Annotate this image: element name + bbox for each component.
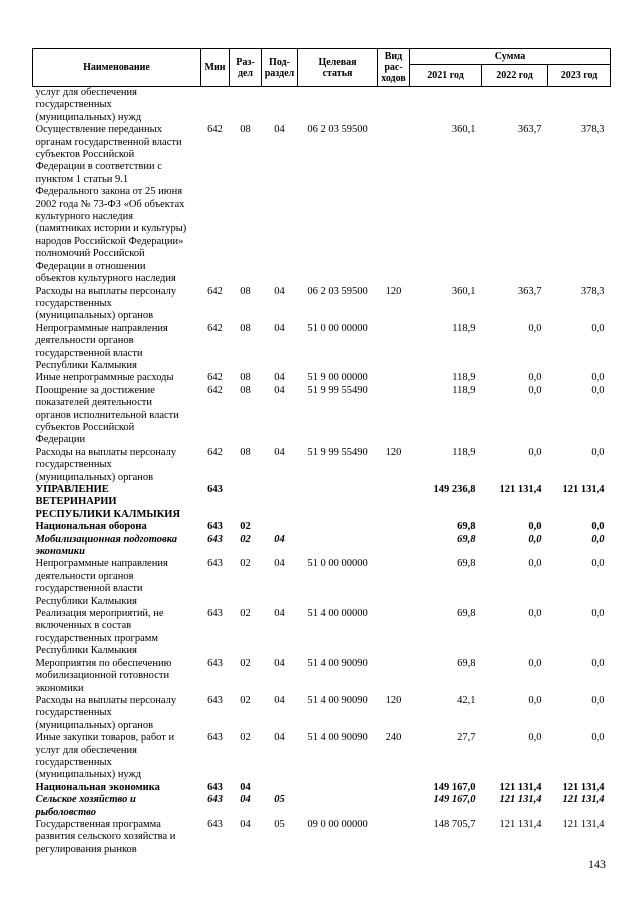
header-section: Раз- дел	[230, 49, 262, 87]
table-row	[33, 372, 611, 384]
row-target-article: 51 4 00 90090	[307, 657, 368, 669]
row-section: 02	[240, 694, 251, 706]
row-target-article: 09 0 00 00000	[307, 818, 368, 830]
row-name: Мероприятия по обеспечению мобилизационной готовности экономики	[35, 657, 172, 694]
page-number: 143	[588, 857, 606, 871]
row-expense-type	[378, 521, 410, 533]
row-ministry: 643	[207, 732, 223, 744]
row-sum-2023: 0,0	[591, 521, 605, 533]
row-sum-2023: 0,0	[591, 657, 605, 669]
row-subsection: 05	[274, 818, 285, 830]
table-row	[33, 521, 611, 533]
row-name: Непрограммные направления деятельности органов государственной власти Республики Калмыкия	[35, 558, 168, 607]
row-name: Расходы на выплаты персоналу государственных (муниципальных) органов	[35, 446, 177, 483]
table-header	[33, 49, 611, 87]
row-expense-type	[378, 323, 410, 373]
table-row	[33, 124, 611, 285]
row-ministry: 643	[207, 794, 223, 806]
row-name: услуг для обеспечения государственных (муниципальных) нужд	[35, 87, 142, 123]
row-target-article	[298, 484, 378, 521]
row-subsection: 04	[274, 694, 285, 706]
row-sum-2022: 0,0	[528, 558, 542, 570]
row-sum-2022: 121 131,4	[499, 818, 542, 830]
header-year-2021: 2021 год	[410, 65, 482, 87]
row-sum-2023: 0,0	[591, 608, 605, 620]
table-row	[33, 732, 611, 782]
row-sum-2023: 378,3	[580, 285, 605, 297]
row-sum-2021: 118,9	[452, 446, 476, 458]
row-subsection: 04	[274, 732, 285, 744]
row-sum-2022: 121 131,4	[499, 794, 542, 806]
table-row	[33, 385, 611, 447]
table-row	[33, 695, 611, 732]
row-ministry	[201, 87, 230, 125]
row-expense-type	[378, 782, 410, 794]
table-row	[33, 819, 611, 856]
row-expense-type: 120	[385, 446, 402, 458]
table-row	[33, 447, 611, 484]
row-section: 04	[240, 794, 251, 806]
row-ministry: 643	[207, 781, 223, 793]
table-row	[33, 608, 611, 658]
row-subsection: 04	[274, 285, 285, 297]
row-section: 02	[240, 521, 251, 533]
row-section: 04	[240, 781, 251, 793]
row-name: Иные закупки товаров, работ и услуг для обеспечения государственных (муниципальных) нужд	[35, 732, 175, 781]
row-ministry: 642	[207, 322, 223, 334]
row-name: Национальная экономика	[35, 781, 160, 793]
row-name: Расходы на выплаты персоналу государственных (муниципальных) органов	[35, 694, 177, 731]
row-sum-2021: 118,9	[452, 384, 476, 396]
row-sum-2021: 149 167,0	[433, 781, 476, 793]
row-sum-2023: 0,0	[591, 558, 605, 570]
row-subsection	[262, 87, 298, 125]
row-subsection	[262, 521, 298, 533]
row-name: Сельское хозяйство и рыболовство	[35, 794, 136, 818]
row-subsection: 04	[274, 372, 285, 384]
row-target-article	[298, 794, 378, 819]
row-ministry: 643	[207, 818, 223, 830]
row-sum-2021: 118,9	[452, 372, 476, 384]
row-ministry: 643	[207, 657, 223, 669]
header-year-2023: 2023 год	[548, 65, 611, 87]
header-subsection: Под- раздел	[262, 49, 298, 87]
header-name: Наименование	[33, 49, 201, 87]
row-target-article: 51 9 99 55490	[307, 446, 368, 458]
row-target-article	[298, 782, 378, 794]
row-sum-2023: 0,0	[591, 694, 605, 706]
row-sum-2022: 0,0	[528, 657, 542, 669]
row-expense-type: 120	[385, 694, 402, 706]
row-section	[230, 484, 262, 521]
row-name: УПРАВЛЕНИЕ ВЕТЕРИНАРИИ РЕСПУБЛИКИ КАЛМЫКИЯ	[35, 484, 181, 520]
row-sum-2021: 42,1	[457, 694, 476, 706]
row-sum-2022: 0,0	[528, 322, 542, 334]
row-subsection: 04	[274, 533, 285, 545]
row-sum-2023: 0,0	[591, 446, 605, 458]
header-expense-type: Вид рас- ходов	[378, 49, 410, 87]
row-subsection: 04	[274, 384, 285, 396]
row-ministry: 642	[207, 384, 223, 396]
row-expense-type	[378, 124, 410, 285]
row-sum-2022: 363,7	[517, 124, 542, 136]
row-name: Реализация мероприятий, не включенных в состав государственных программ Республики Калмыкия	[35, 608, 164, 657]
row-subsection: 05	[274, 794, 285, 806]
row-section	[230, 87, 262, 125]
row-sum-2023: 0,0	[591, 372, 605, 384]
row-expense-type	[378, 658, 410, 695]
row-section: 02	[240, 608, 251, 620]
row-ministry: 643	[207, 694, 223, 706]
table-row	[33, 87, 611, 125]
row-sum-2021: 149 167,0	[433, 794, 476, 806]
row-sum-2022: 363,7	[517, 285, 542, 297]
row-sum-2023: 0,0	[591, 384, 605, 396]
row-sum-2023: 0,0	[591, 533, 605, 545]
row-target-article	[298, 534, 378, 559]
row-sum-2021: 27,7	[457, 732, 476, 744]
row-subsection: 04	[274, 446, 285, 458]
row-sum-2022: 0,0	[528, 694, 542, 706]
row-name: Поощрение за достижение показателей деятельности органов исполнительной власти субъектов Российской Федерации	[35, 384, 179, 446]
row-expense-type: 120	[385, 285, 402, 297]
row-sum-2022: 0,0	[528, 521, 542, 533]
row-sum-2023: 121 131,4	[562, 781, 605, 793]
row-section: 08	[240, 124, 251, 136]
row-sum-2021: 69,8	[457, 657, 476, 669]
row-target-article: 51 4 00 90090	[307, 732, 368, 744]
row-section: 02	[240, 558, 251, 570]
row-sum-2021: 148 705,7	[433, 818, 476, 830]
row-sum-2023: 0,0	[591, 732, 605, 744]
row-ministry: 643	[207, 533, 223, 545]
table-row	[33, 558, 611, 608]
row-section: 04	[240, 818, 251, 830]
row-name: Государственная программа развития сельского хозяйства и регулирования рынков	[35, 818, 176, 855]
row-target-article	[298, 521, 378, 533]
row-ministry: 643	[207, 484, 223, 495]
row-target-article: 06 2 03 59500	[307, 124, 368, 136]
row-sum-2021: 69,8	[457, 533, 476, 545]
row-target-article: 51 0 00 00000	[307, 558, 368, 570]
row-subsection: 04	[274, 124, 285, 136]
row-target-article: 51 9 00 00000	[307, 372, 368, 384]
row-target-article: 51 9 99 55490	[307, 384, 368, 396]
row-section: 02	[240, 657, 251, 669]
header-year-2022: 2022 год	[482, 65, 548, 87]
row-ministry: 643	[207, 608, 223, 620]
row-sum-2021: 149 236,8	[433, 484, 476, 495]
row-target-article	[298, 87, 378, 125]
table-row	[33, 323, 611, 373]
header-target-article: Целевая статья	[298, 49, 378, 87]
row-sum-2022: 0,0	[528, 384, 542, 396]
row-subsection: 04	[274, 657, 285, 669]
row-section: 08	[240, 285, 251, 297]
row-expense-type	[378, 608, 410, 658]
row-sum-2023: 378,3	[580, 124, 605, 136]
row-sum-2022: 0,0	[528, 608, 542, 620]
row-sum-2022: 0,0	[528, 732, 542, 744]
header-ministry: Мин	[201, 49, 230, 87]
row-section: 08	[240, 446, 251, 458]
row-name: Национальная оборона	[35, 521, 147, 533]
row-expense-type	[378, 794, 410, 819]
row-section: 02	[240, 533, 251, 545]
row-ministry: 642	[207, 124, 223, 136]
row-expense-type	[378, 819, 410, 856]
row-expense-type	[378, 484, 410, 521]
table-row	[33, 534, 611, 559]
row-sum-2021: 360,1	[451, 285, 476, 297]
row-section: 08	[240, 372, 251, 384]
table-row	[33, 286, 611, 323]
row-name: Расходы на выплаты персоналу государственных (муниципальных) органов	[35, 285, 177, 322]
row-ministry: 643	[207, 558, 223, 570]
row-sum-2021: 118,9	[452, 322, 476, 334]
row-sum-2022: 0,0	[528, 533, 542, 545]
row-ministry: 642	[207, 446, 223, 458]
row-sum-2023: 121 131,4	[562, 484, 605, 495]
row-name: Мобилизационная подготовка экономики	[35, 533, 178, 558]
row-sum-2022: 0,0	[528, 446, 542, 458]
table-body	[33, 87, 611, 857]
row-ministry: 642	[207, 372, 223, 384]
row-name: Непрограммные направления деятельности органов государственной власти Республики Калмыкия	[35, 322, 168, 371]
row-expense-type	[378, 534, 410, 559]
row-section: 02	[240, 732, 251, 744]
row-sum-2023: 121 131,4	[562, 818, 605, 830]
row-sum-2021: 69,8	[457, 558, 476, 570]
row-target-article: 51 4 00 00000	[307, 608, 368, 620]
row-expense-type	[378, 558, 410, 608]
row-name: Осуществление переданных органам государственной власти субъектов Российской Федерации в соответствии с пунктом 1 статьи 9.1 Федерального закона от 25 июня 2002 года № 73-ФЗ «Об объектах культурного наследия (памятниках истории и культуры) народов Российской Федерации» полномочий Российской Федерации в отношении объектов культурного наследия	[35, 124, 187, 285]
table-row	[33, 782, 611, 794]
row-sum-2021	[410, 87, 482, 125]
row-sum-2023	[548, 87, 611, 125]
row-ministry: 643	[207, 521, 223, 533]
row-subsection: 04	[274, 608, 285, 620]
row-sum-2021: 69,8	[457, 521, 476, 533]
budget-table	[32, 48, 611, 856]
row-expense-type	[378, 385, 410, 447]
row-subsection	[262, 484, 298, 521]
row-section: 08	[240, 384, 251, 396]
row-sum-2023: 121 131,4	[562, 794, 605, 806]
row-sum-2023: 0,0	[591, 322, 605, 334]
row-target-article: 51 0 00 00000	[307, 322, 368, 334]
row-subsection: 04	[274, 322, 285, 334]
table-row	[33, 658, 611, 695]
row-expense-type	[378, 372, 410, 384]
row-name: Иные непрограммные расходы	[35, 372, 174, 384]
row-section: 08	[240, 322, 251, 334]
row-subsection: 04	[274, 558, 285, 570]
table-row	[33, 484, 611, 521]
row-sum-2021: 69,8	[457, 608, 476, 620]
row-sum-2022: 0,0	[528, 372, 542, 384]
row-sum-2022: 121 131,4	[499, 781, 542, 793]
row-subsection	[262, 782, 298, 794]
row-ministry: 642	[207, 285, 223, 297]
row-sum-2022: 121 131,4	[499, 484, 542, 495]
row-sum-2021: 360,1	[451, 124, 476, 136]
table-row	[33, 794, 611, 819]
row-expense-type	[378, 87, 410, 125]
row-sum-2022	[482, 87, 548, 125]
row-target-article: 06 2 03 59500	[307, 285, 368, 297]
header-sum: Сумма	[410, 49, 611, 65]
row-expense-type: 240	[385, 732, 402, 744]
row-target-article: 51 4 00 90090	[307, 694, 368, 706]
